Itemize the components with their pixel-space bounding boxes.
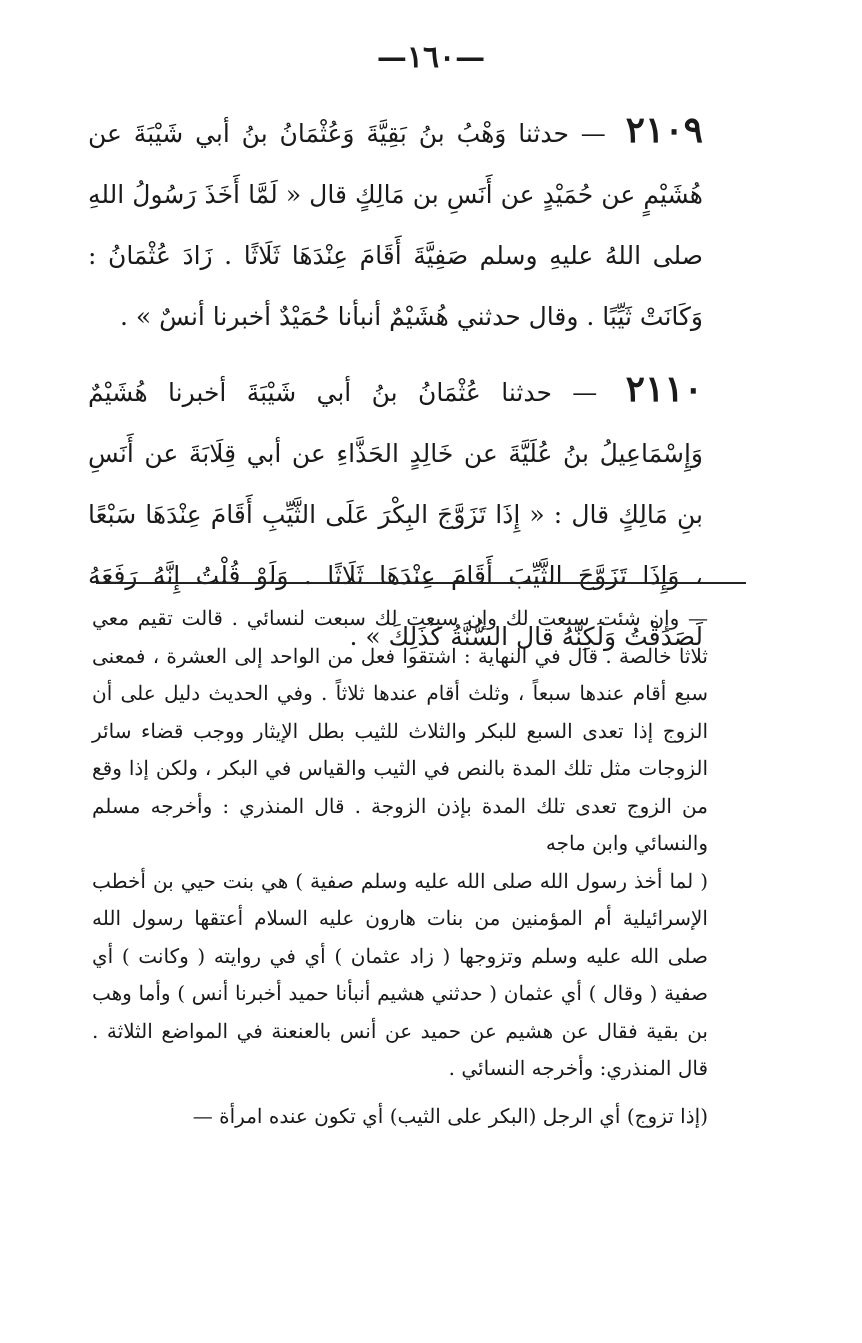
hadith-number: ٢١٠٩	[625, 109, 703, 151]
page-number: —١٦٠—	[376, 40, 486, 75]
hadith-body: — حدثنا عُثْمَانُ بنُ أبي شَيْبَةَ أخبرنا هُشَيْمٌ وَإِسْمَاعِيلُ بنُ عُلَيَّةَ عن خَالِدٍ الحَذَّاءِ عن أبي قِلَابَةَ عن أَنَسِ بنِ مَالِكٍ قال : « إِذَا تَزَوَّجَ البِكْرَ عَلَى الثَّيِّبِ أَقَامَ عِنْدَهَا سَبْعًا ، وَإِذَا تَزَوَّجَ الثَّيِّبَ أَقَامَ عِنْدَهَا ثَلَاثًا . وَلَوْ قُلْتُ إِنَّهُ رَفَعَهُ لَصَدَقْتُ وَلَكِنَّهُ قال السُّنَّةُ كَذَلِكَ » .	[88, 378, 703, 651]
commentary-paragraph: — وإن شئت سبعت لك وإن سبعت لك سبعت لنسائي . قالت تقيم معي ثلاثا خالصة . قال في النهاية : اشتقوا فعل من الواحد إلى العشرة ، فمعنى سبع أقام عندها سبعاً ، وثلث أقام عندها ثلاثاً . وفي الحديث دليل على أن الزوج إذا تعدى السبع للبكر والثلاث للثيب بطل الإيثار ووجب قضاء سائر الزوجات مثل تلك المدة بالنص في الثيب والقياس في البكر ، ولكن إذا وقع من الزوج تعدى تلك المدة بإذن الزوجة . قال المنذري : وأخرجه مسلم والنسائي وابن ماجه	[92, 606, 708, 855]
footnote-divider	[96, 582, 746, 584]
hadith-body: — حدثنا وَهْبُ بنُ بَقِيَّةَ وَعُثْمَانُ بنُ أبي شَيْبَةَ عن هُشَيْمٍ عن حُمَيْدٍ عن أَنَسِ بن مَالِكٍ قال « لَمَّا أَخَذَ رَسُولُ اللهِ صلى اللهُ عليهِ وسلم صَفِيَّةَ أَقَامَ عِنْدَهَا ثَلَاثًا . زَادَ عُثْمَانُ : وَكَانَتْ ثَيِّبًا . وقال حدثني هُشَيْمٌ أنبأنا حُمَيْدٌ أخبرنا أنسٌ » .	[88, 119, 703, 331]
hadith-number: ٢١١٠	[625, 368, 703, 410]
hadith-text	[88, 100, 703, 679]
commentary-paragraph: ( لما أخذ رسول الله صلى الله عليه وسلم صفية ) هي بنت حيي بن أخطب الإسرائيلية أم المؤمنين من بنات هارون عليه السلام أعتقها رسول الله صلى الله عليه وسلم وتزوجها ( زاد عثمان ) أي في روايته ( وكانت ) أي صفية ( وقال ) أي عثمان ( حدثني هشيم أنبأنا حميد أخبرنا أنس ) وأما وهب بن بقية فقال عن هشيم عن حميد عن أنس بالعنعنة في المواضع الثلاثة . قال المنذري: وأخرجه النسائي .	[92, 868, 708, 1080]
hadith-2109	[88, 100, 703, 347]
commentary	[92, 600, 708, 1135]
commentary-paragraph: (إذا تزوج) أي الرجل (البكر على الثيب) أي تكون عنده امرأة —	[192, 1103, 708, 1128]
